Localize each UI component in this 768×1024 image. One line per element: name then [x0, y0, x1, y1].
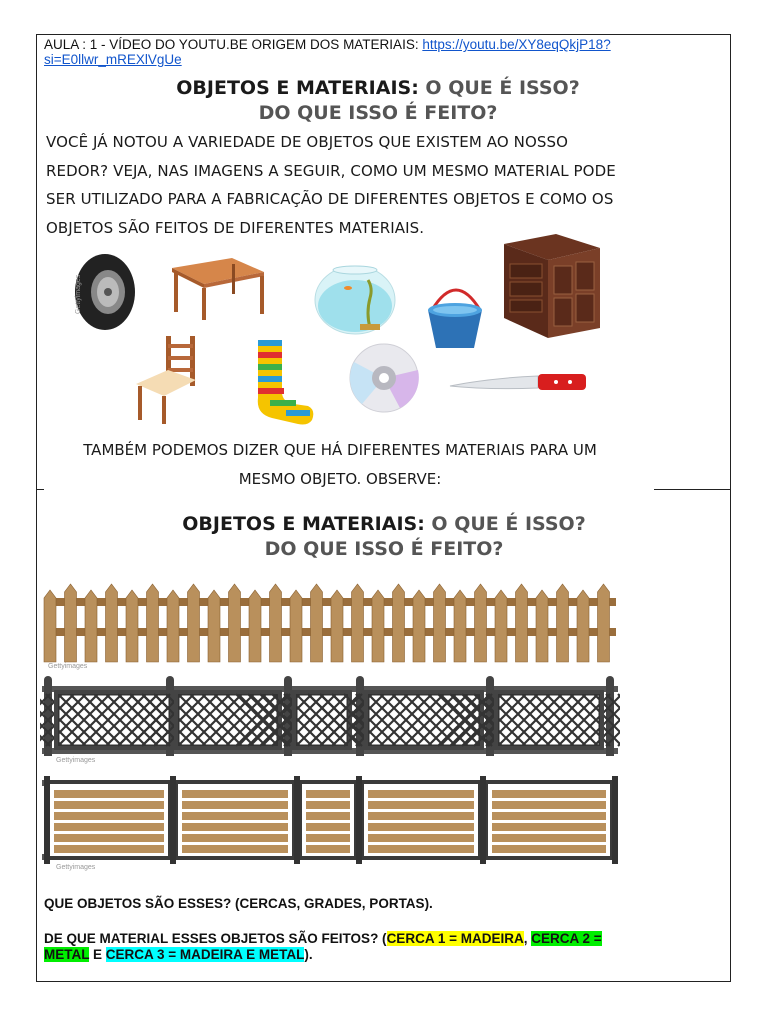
- section1-title-question: O QUE É ISSO?: [418, 77, 580, 99]
- striped-sock-image: [240, 334, 320, 426]
- intro-line-3: SER UTILIZADO PARA A FABRICAÇÃO DE DIFERENTES OBJETOS E COMO OS: [46, 190, 614, 208]
- lesson-header: [44, 37, 724, 67]
- intro-paragraph: [46, 128, 656, 242]
- section2-title-main: OBJETOS E MATERIAIS:: [182, 513, 425, 535]
- watermark: Gettyimages: [56, 864, 96, 871]
- wood-metal-fence-image: [40, 774, 620, 874]
- closing-line-1: TAMBÉM PODEMOS DIZER QUE HÁ DIFERENTES MATERIAIS PARA UM: [83, 441, 597, 459]
- cd-disc-image: [340, 340, 430, 415]
- youtube-link-part1[interactable]: https://youtu.be/XY8eqQkjP18?: [422, 37, 611, 52]
- section2-subtitle: DO QUE ISSO É FEITO?: [264, 538, 504, 560]
- question-1: QUE OBJETOS SÃO ESSES? (CERCAS, GRADES, PORTAS).: [44, 896, 433, 911]
- section2-title: [0, 512, 768, 536]
- wooden-picket-fence-image: [40, 576, 620, 672]
- answer-fence-1: CERCA 1 = MADEIRA: [386, 931, 524, 946]
- closing-line-2: MESMO OBJETO. OBSERVE:: [238, 470, 442, 488]
- watermark: Gettyimages: [56, 757, 96, 764]
- metal-lattice-fence-image: [40, 676, 620, 766]
- section1-title-main: OBJETOS E MATERIAIS:: [176, 77, 419, 99]
- youtube-link-part2[interactable]: si=E0llwr_mREXlVgUe: [44, 52, 182, 67]
- tire-image: [60, 250, 140, 335]
- answer-fence-2-part2: METAL: [44, 947, 90, 962]
- watermark: Gettyimages: [48, 663, 88, 670]
- section1-title: [0, 76, 762, 100]
- section2-title-question: O QUE É ISSO?: [424, 513, 586, 535]
- lesson-header-text: AULA : 1 - VÍDEO DO YOUTU.BE ORIGEM DOS MATERIAIS:: [44, 37, 423, 52]
- knife-image: [446, 368, 591, 402]
- separator: ,: [523, 931, 532, 946]
- section1-subtitle: DO QUE ISSO É FEITO?: [258, 102, 498, 124]
- question-2: [44, 931, 714, 963]
- watermark: Gettyimages: [75, 274, 82, 314]
- chair-image: [126, 332, 206, 424]
- question-2-text: DE QUE MATERIAL ESSES OBJETOS SÃO FEITOS? (: [44, 931, 387, 946]
- intro-line-2: REDOR? VEJA, NAS IMAGENS A SEGUIR, COMO UM MESMO MATERIAL PODE: [46, 161, 616, 180]
- intro-line-4: OBJETOS SÃO FEITOS DE DIFERENTES MATERIAIS.: [46, 218, 425, 237]
- answer-fence-2-part1: CERCA 2 =: [531, 931, 602, 946]
- separator: E: [89, 947, 106, 962]
- answer-fence-3: CERCA 3 = MADEIRA E METAL: [105, 947, 305, 962]
- divider-right: [654, 489, 731, 490]
- wooden-cabinet-image: [496, 230, 606, 340]
- fishbowl-image: [300, 258, 405, 338]
- intro-line-1: VOCÊ JÁ NOTOU A VARIEDADE DE OBJETOS QUE EXISTEM AO NOSSO: [46, 133, 568, 151]
- question-2-end: ).: [304, 947, 313, 962]
- bucket-image: [420, 282, 490, 352]
- table-image: [152, 250, 272, 320]
